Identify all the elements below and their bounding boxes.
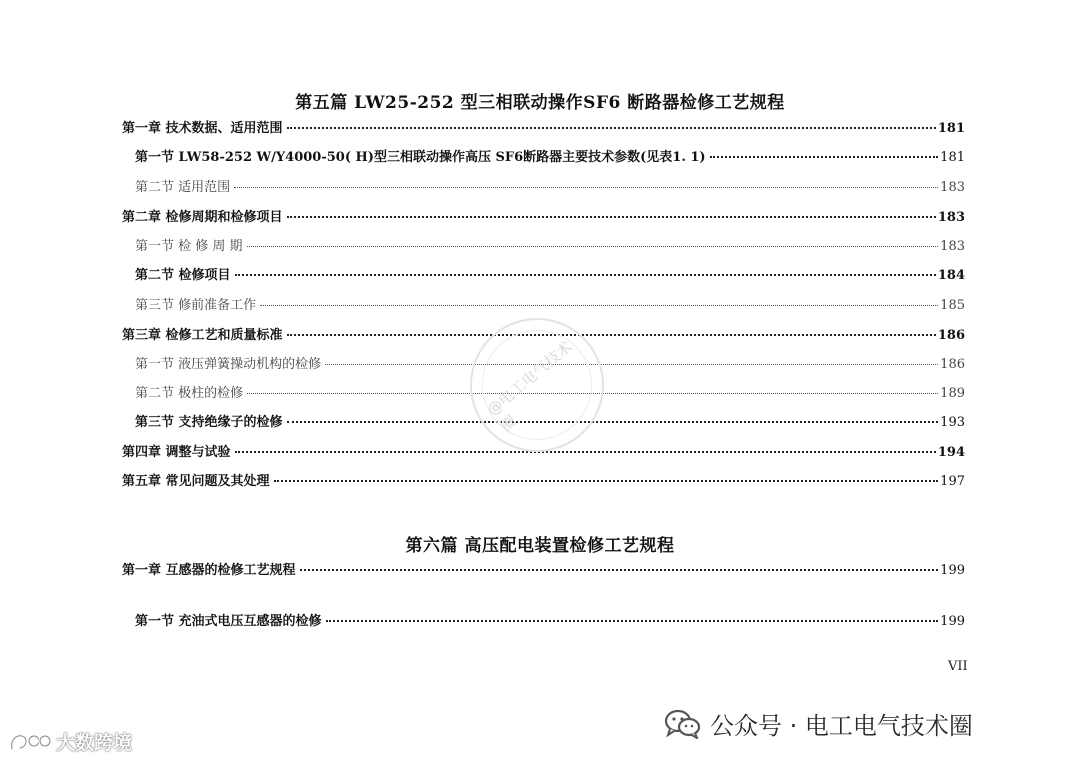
toc-page-number: 197 [940,474,965,489]
dot-leader [300,569,939,571]
dot-leader [325,364,938,365]
part-five-title: 第五篇 LW25-252 型三相联动操作SF6 断路器检修工艺规程 [295,93,785,113]
dot-leader [234,187,938,188]
toc-entry-section [135,267,965,285]
toc-entry-section [135,179,965,197]
toc-entry-label: 第五章 常见问题及其处理 [122,474,270,489]
wechat-account-name: 公众号 · 电工电气技术圈 [710,712,973,740]
wechat-account-watermark [664,706,973,741]
dot-leader [287,216,936,218]
page-number-roman: VII [948,659,968,674]
toc-page-number: 183 [940,239,965,254]
dot-leader [247,246,939,247]
toc-page-number: 199 [940,563,965,578]
corner-watermark [8,728,132,755]
dot-leader [260,305,938,306]
toc-entry-chapter [122,562,965,580]
dot-leader [235,451,936,453]
toc-entry-label: 第三章 检修工艺和质量标准 [122,328,283,343]
dot-leader [710,156,939,158]
toc-page-number: 181 [940,150,965,165]
toc-page-number: 193 [940,415,965,430]
toc-entry-chapter [122,473,965,491]
toc-entry-label: 第二章 检修周期和检修项目 [122,210,283,225]
toc-entry-section [135,238,965,256]
dot-leader [235,274,936,276]
toc-page-number: 199 [940,614,965,629]
dot-leader [287,127,936,129]
toc-page-number: 194 [937,445,965,460]
toc-page-number: 184 [937,268,965,283]
toc-entry-label: 第二节 适用范围 [135,180,231,195]
dot-leader [326,620,939,622]
wechat-icon [664,709,702,739]
dot-leader [287,421,939,423]
toc-entry-label: 第三节 修前准备工作 [135,298,257,313]
toc-entry-label: 第一章 互感器的检修工艺规程 [122,563,296,578]
watermark-stamp-text: @电工电气技术圈 [483,337,576,436]
toc-page-number: 186 [940,357,965,372]
toc-page-number: 183 [940,180,965,195]
toc-page-number: 181 [937,121,965,136]
toc-page-number: 183 [937,210,965,225]
toc-entry-label: 第二节 检修项目 [135,268,231,283]
toc-page-number: 186 [937,328,965,343]
toc-entry-label: 第四章 调整与试验 [122,445,231,460]
brand-logo-icon [8,729,52,755]
toc-page-number: 185 [940,298,965,313]
toc-page-number: 189 [940,386,965,401]
toc-entry-section [135,613,965,631]
toc-entry-section [135,297,965,315]
toc-entry-section [135,149,965,167]
toc-entry-label: 第一章 技术数据、适用范围 [122,121,283,136]
toc-entry-label: 第三节 支持绝缘子的检修 [135,415,283,430]
toc-entry-chapter [122,120,965,138]
corner-brand-text: 大数跨境 [56,732,133,754]
dot-leader [274,480,939,482]
toc-entry-label: 第一节 液压弹簧操动机构的检修 [135,357,322,372]
toc-entry-label: 第一节 检 修 周 期 [135,239,243,254]
toc-entry-label: 第二节 极柱的检修 [135,386,244,401]
toc-entry-label: 第一节 LW58-252 W/Y4000-50( H)型三相联动操作高压 SF6断路器主要技术参数(见表1. 1) [135,150,706,165]
dot-leader [287,334,936,336]
part-six-title: 第六篇 高压配电装置检修工艺规程 [405,536,675,556]
toc-entry-label: 第一节 充油式电压互感器的检修 [135,614,322,629]
toc-entry-chapter [122,209,965,227]
